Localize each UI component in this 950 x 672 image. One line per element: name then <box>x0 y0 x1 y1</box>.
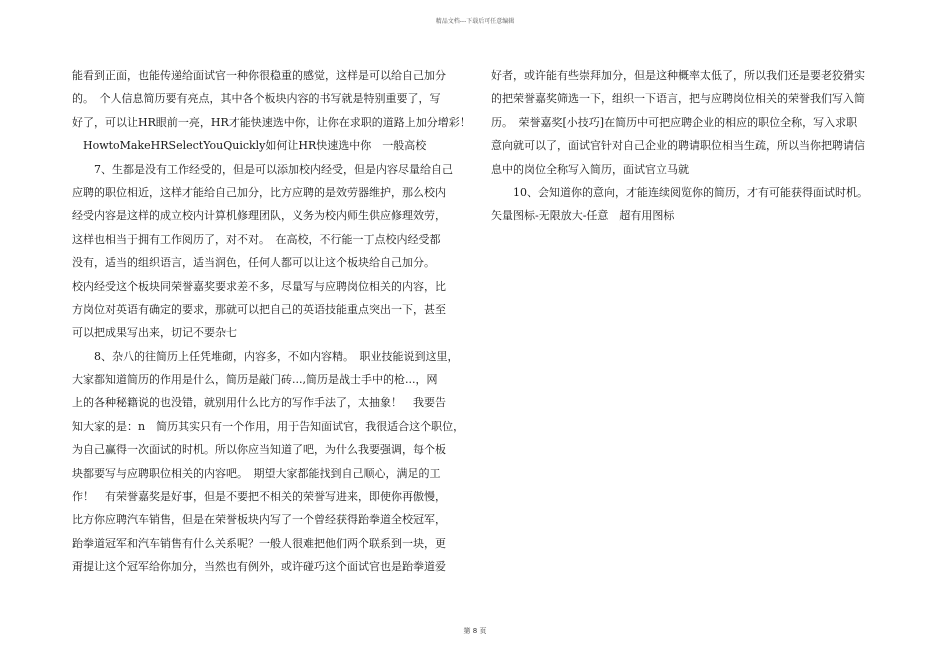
text-line: 好了，可以让HR眼前一亮，HR才能快速选中你，让你在求职的道路上加分增彩！ <box>72 115 471 129</box>
text-line: 的把荣誉嘉奖筛选一下，组织一下语言，把与应聘岗位相关的荣誉我们写入简 <box>491 92 865 106</box>
left-text-column <box>72 64 472 579</box>
text-line: 没有，适当的组织语言，适当润色，任何人都可以让这个板块给自己加分。 <box>72 256 435 270</box>
text-line: 7、生都是没有工作经受的，但是可以添加校内经受，但是内容尽量给自己 <box>72 162 453 176</box>
text-line: 历。 荣誉嘉奖[小技巧]在简历中可把应聘企业的相应的职位全称，写入求职 <box>491 115 858 129</box>
text-line: 方岗位对英语有确定的要求，那就可以把自己的英语技能重点突出一下，甚至 <box>72 302 446 316</box>
text-line: 好者，或许能有些崇拜加分，但是这种概率太低了，所以我们还是要老狡猾实 <box>491 69 865 82</box>
text-line: 矢量图标-无限放大-任意 超有用图标 <box>491 209 675 223</box>
text-line: 比方你应聘汽车销售，但是在荣誉板块内写了一个曾经获得跆拳道全校冠军， <box>72 513 446 527</box>
text-line: 应聘的职位相近，这样才能给自己加分，比方应聘的是效劳器维护，那么校内 <box>72 185 446 199</box>
text-line: 块都要写与应聘职位相关的内容吧。 期望大家都能找到自己顺心，满足的工 <box>72 466 441 480</box>
text-line: 的。 个人信息简历要有亮点，其中各个板块内容的书写就是特别重要了，写 <box>72 92 441 106</box>
text-line: 作！ 有荣誉嘉奖是好事，但是不要把不相关的荣誉写进来，即使你再傲慢， <box>72 490 446 504</box>
text-line: 能看到正面，也能传递给面试官一种你很稳重的感觉，这样是可以给自己加分 <box>72 69 446 82</box>
text-line: HowtoMakeHRSelectYouQuickly如何让HR快速选中你 一般高校 <box>72 139 427 153</box>
text-line: 甭提让这个冠军给你加分，当然也有例外，或许碰巧这个面试官也是跆拳道爱 <box>72 560 446 574</box>
page-header: 精品文档---下载后可任意编辑 <box>435 18 515 25</box>
text-line: 校内经受这个板块同荣誉嘉奖要求差不多，尽量写与应聘岗位相关的内容，比 <box>72 279 446 293</box>
text-line: 为自己赢得一次面试的时机。所以你应当知道了吧，为什么我要强调，每个板 <box>72 443 446 457</box>
text-line: 知大家的是：n 简历其实只有一个作用，用于告知面试官，我很适合这个职位， <box>72 419 465 433</box>
text-line: 10、会知道你的意向，才能连续阅览你的简历，才有可能获得面试时机。 <box>491 185 868 199</box>
right-text-column <box>491 64 881 228</box>
text-line: 上的各种秘籍说的也没错，就别用什么比方的写作手法了，太抽象！ 我要告 <box>72 396 446 410</box>
page-number: 第 8 页 <box>463 627 487 635</box>
text-line: 跆拳道冠军和汽车销售有什么关系呢？一般人很难把他们两个联系到一块，更 <box>72 536 446 550</box>
text-line: 经受内容是这样的成立校内计算机修理团队，义务为校内师生供应修理效劳， <box>72 209 446 223</box>
text-line: 息中的岗位全称写入简历，面试官立马就 <box>491 162 689 176</box>
text-line: 意向就可以了，面试官针对自己企业的聘请职位相当生疏，所以当你把聘请信 <box>491 139 865 153</box>
text-line: 8、杂八的往简历上任凭堆砌，内容多，不如内容精。 职业技能说到这里， <box>72 349 459 363</box>
text-line: 这样也相当于拥有工作阅历了，对不对。 在高校，不行能一丁点校内经受都 <box>72 232 441 246</box>
text-line: 大家都知道简历的作用是什么，简历是敲门砖...,简历是战士手中的枪...，网 <box>72 373 438 387</box>
text-line: 可以把成果写出来，切记不要杂七 <box>72 326 237 340</box>
